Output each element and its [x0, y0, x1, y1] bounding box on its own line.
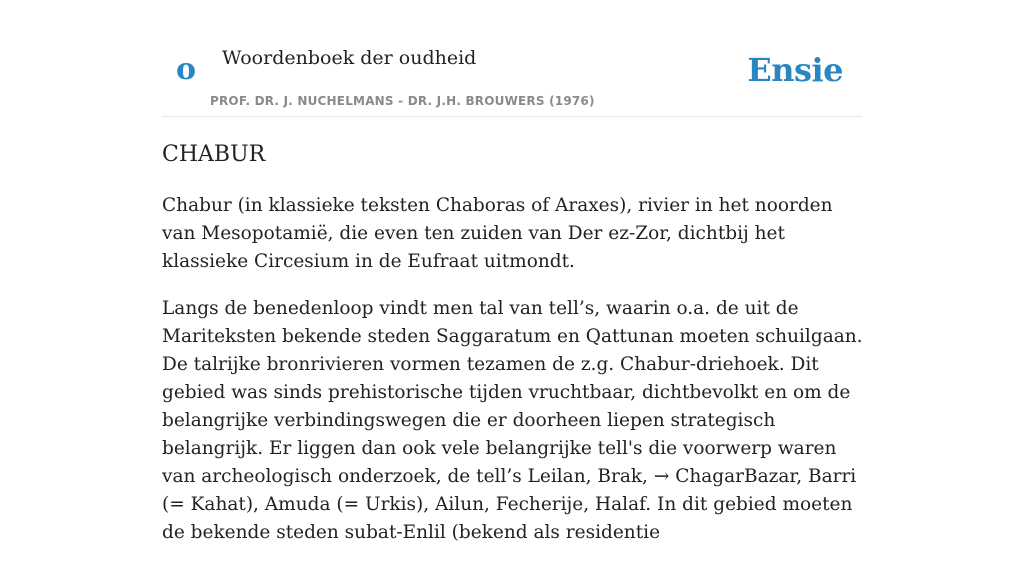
entry-paragraph-2: Langs de benedenloop vindt men tal van tell’s, waarin o.a. de uit de Mariteksten bekende steden Saggaratum en Qattunan moeten schuilgaan. De talrijke bronrivieren vormen tezamen de z.g. Chabur-driehoek. Dit gebied was sinds prehistorische tijden vruchtbaar, dichtbevolkt en om de belangrijke verbindingswegen die er doorheen liepen strategisch belangrijk. Er liggen dan ook vele belangrijke tell's die voorwerp waren van archeologisch onderzoek, de tell’s Leilan, Brak, → ChagarBazar, Barri (= Kahat), Amuda (= Urkis), Ailun, Fecherije, Halaf. In dit gebied moeten de bekende steden subat-Enlil (bekend als residentie: [162, 298, 863, 543]
entry-title: CHABUR: [162, 142, 266, 167]
ensie-logo[interactable]: Ensie: [747, 51, 843, 89]
book-authors: PROF. DR. J. NUCHELMANS - DR. J.H. BROUWERS (1976): [210, 94, 595, 108]
entry-body: [162, 192, 867, 566]
book-title[interactable]: Woordenboek der oudheid: [222, 47, 477, 69]
index-letter[interactable]: o: [176, 52, 197, 87]
entry-paragraph-1: Chabur (in klassieke teksten Chaboras of Araxes), rivier in het noorden van Mesopotamië, die even ten zuiden van Der ez-Zor, dichtbij het klassieke Circesium in de Eufraat uitmondt.: [162, 195, 833, 272]
page-header: [162, 0, 862, 117]
